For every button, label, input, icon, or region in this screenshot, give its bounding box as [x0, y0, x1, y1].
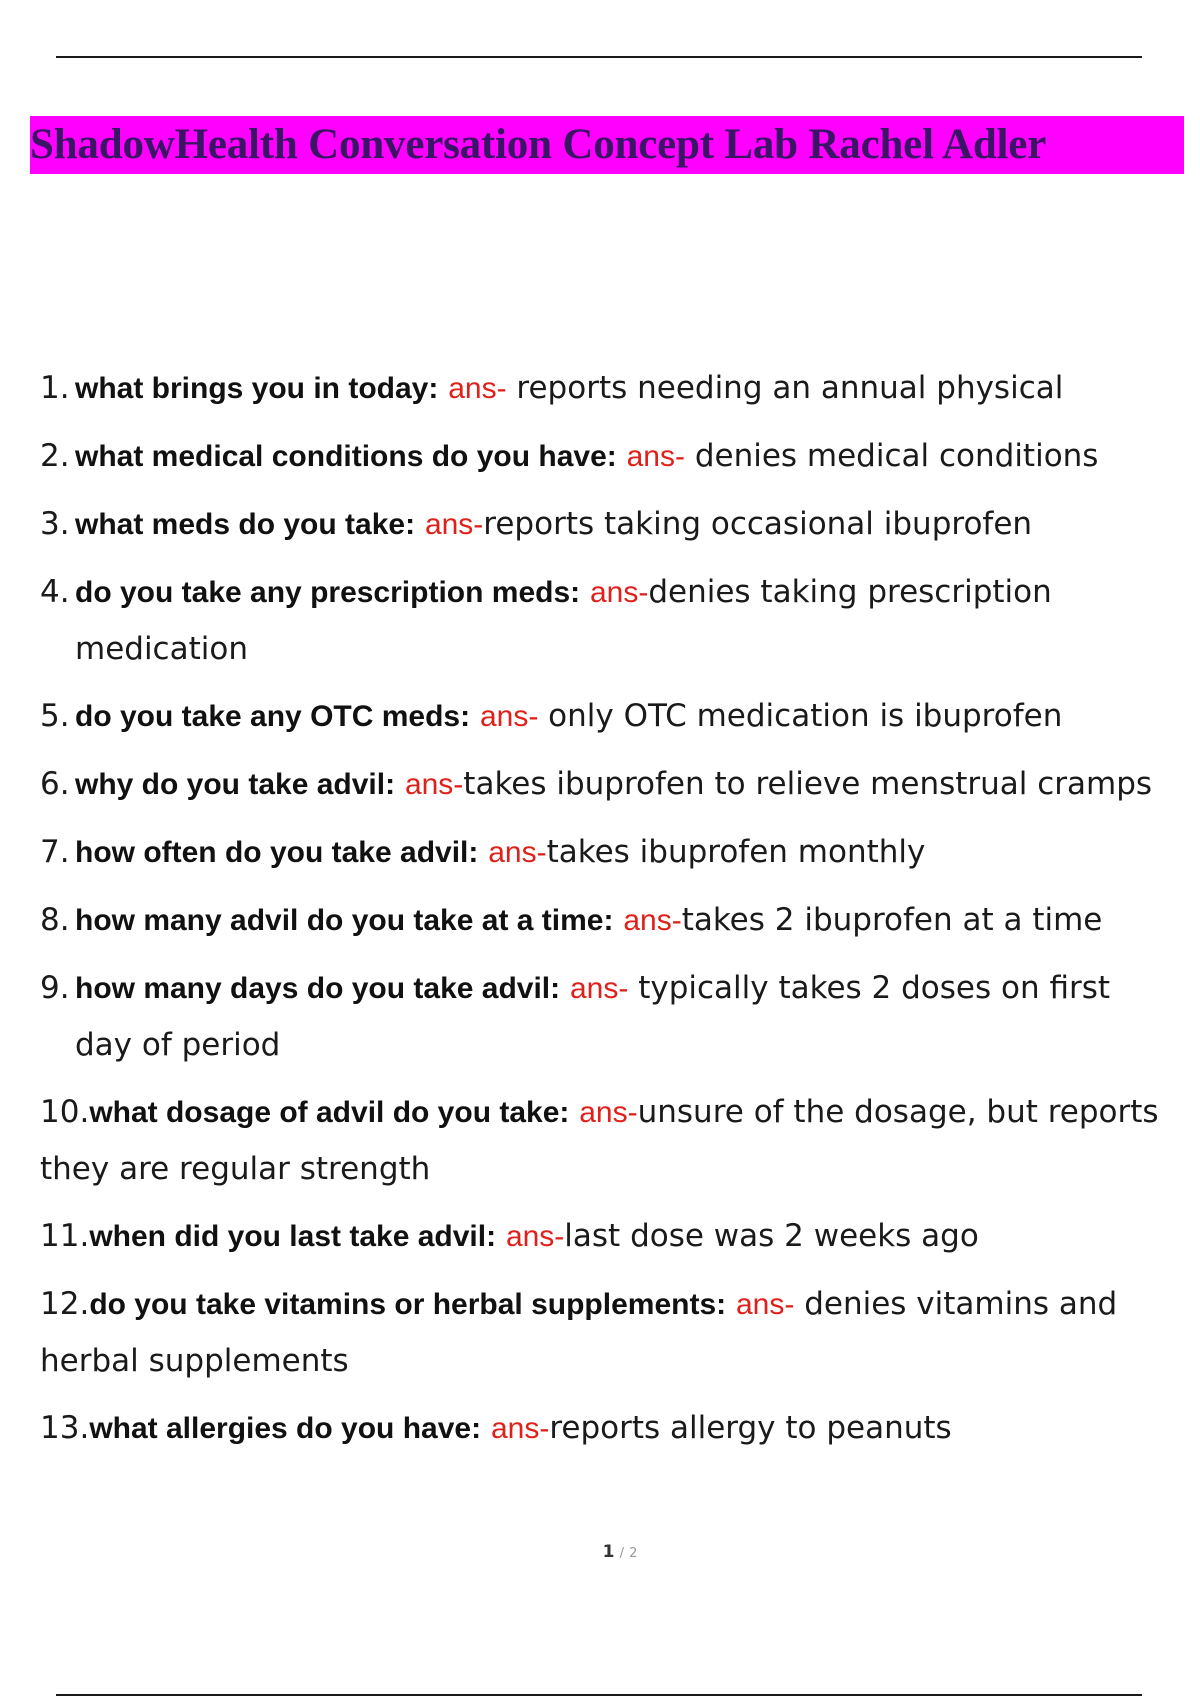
question-text: do you take any prescription meds:	[75, 576, 581, 609]
answer-marker: ans-	[579, 1096, 638, 1129]
page-number	[0, 1542, 1200, 1562]
top-rule	[56, 56, 1142, 58]
item-number: 13.	[40, 1410, 90, 1446]
answer-marker: ans-	[490, 1412, 550, 1445]
answer-marker: ans-	[448, 372, 507, 405]
question-text: what brings you in today:	[75, 372, 439, 405]
question-text: when did you last take advil:	[89, 1220, 497, 1253]
question-text: do you take vitamins or herbal supplements:	[89, 1288, 727, 1321]
answer-marker: ans-	[589, 576, 649, 609]
answer-marker: ans-	[488, 836, 547, 869]
item-number: 7.	[40, 834, 70, 870]
answer-text: only OTC medication is ibuprofen	[538, 698, 1063, 734]
answer-text: denies vitamins and herbal supplements	[40, 1286, 1118, 1379]
document-title: ShadowHealth Conversation Concept Lab Rachel Adler	[30, 121, 1047, 168]
qa-item-4	[40, 564, 1170, 677]
item-number: 9.	[40, 970, 70, 1006]
question-text: do you take any OTC meds:	[75, 700, 471, 733]
answer-text: unsure of the dosage, but reports they are regular strength	[40, 1094, 1159, 1187]
item-number: 11.	[40, 1218, 90, 1254]
answer-marker: ans-	[623, 904, 682, 937]
question-text: what meds do you take:	[75, 508, 416, 541]
qa-item-5	[40, 688, 1170, 745]
qa-item-3	[40, 496, 1170, 553]
question-text: how often do you take advil:	[75, 836, 479, 869]
qa-item-13	[40, 1400, 1170, 1457]
answer-text: reports needing an annual physical	[506, 370, 1064, 406]
question-text: what dosage of advil do you take:	[89, 1096, 570, 1129]
answer-text: reports taking occasional ibuprofen	[483, 506, 1033, 542]
answer-marker: ans-	[404, 768, 464, 801]
answer-text: takes 2 ibuprofen at a time	[681, 902, 1103, 938]
answer-marker: ans-	[570, 972, 629, 1005]
qa-item-12	[40, 1276, 1170, 1389]
qa-item-10	[40, 1084, 1170, 1197]
item-number: 6.	[40, 766, 70, 802]
answer-marker: ans-	[735, 1288, 795, 1321]
qa-item-8	[40, 892, 1170, 949]
qa-item-2	[40, 428, 1170, 485]
question-text: what allergies do you have:	[89, 1412, 482, 1445]
item-number: 12.	[40, 1286, 90, 1322]
item-number: 5.	[40, 698, 70, 734]
answer-text: last dose was 2 weeks ago	[564, 1218, 979, 1254]
item-number: 10.	[40, 1094, 90, 1130]
answer-marker: ans-	[626, 440, 685, 473]
page-separator: /	[619, 1546, 624, 1561]
item-number: 8.	[40, 902, 70, 938]
answer-marker: ans-	[505, 1220, 565, 1253]
answer-text: typically takes 2 doses on first day of period	[75, 970, 1111, 1063]
item-number: 1.	[40, 370, 70, 406]
answer-text: denies medical conditions	[684, 438, 1099, 474]
answer-text: takes ibuprofen monthly	[546, 834, 926, 870]
answer-marker: ans-	[479, 700, 539, 733]
question-text: how many advil do you take at a time:	[75, 904, 614, 937]
qa-item-9	[40, 960, 1170, 1073]
title-band	[30, 116, 1184, 174]
answer-text: takes ibuprofen to relieve menstrual cramps	[463, 766, 1153, 802]
page-current: 1	[602, 1542, 615, 1562]
qa-item-7	[40, 824, 1170, 881]
item-number: 3.	[40, 506, 70, 542]
question-text: what medical conditions do you have:	[75, 440, 617, 473]
page-total: 2	[629, 1546, 638, 1561]
item-number: 2.	[40, 438, 70, 474]
bottom-rule	[56, 1694, 1142, 1696]
item-number: 4.	[40, 574, 70, 610]
answer-text: reports allergy to peanuts	[549, 1410, 952, 1446]
answer-text: denies taking prescription medication	[75, 574, 1052, 667]
question-list	[40, 360, 1170, 1468]
qa-item-1	[40, 360, 1170, 417]
qa-item-11	[40, 1208, 1170, 1265]
question-text: how many days do you take advil:	[75, 972, 561, 1005]
answer-marker: ans-	[424, 508, 484, 541]
question-text: why do you take advil:	[75, 768, 396, 801]
qa-item-6	[40, 756, 1170, 813]
